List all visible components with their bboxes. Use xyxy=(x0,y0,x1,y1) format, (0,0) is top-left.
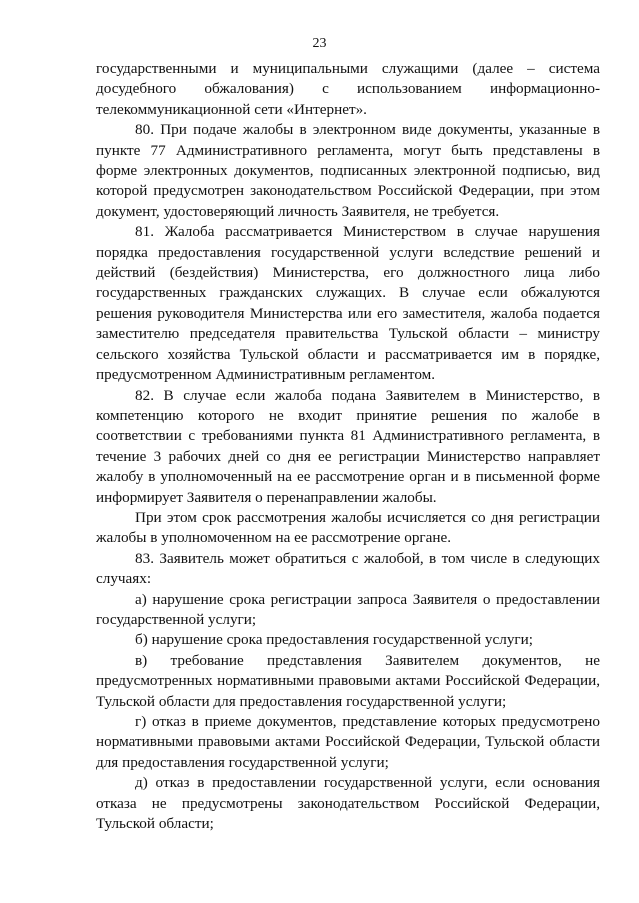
document-body xyxy=(96,59,600,834)
list-item-b: б) нарушение срока предоставления государственной услуги; xyxy=(135,631,533,649)
paragraph-82-term: При этом срок рассмотрения жалобы исчисляется со дня регистрации жалобы в уполномоченном на ее рассмотрение органе. xyxy=(96,508,600,547)
paragraph-80: 80. При подаче жалобы в электронном виде документы, указанные в пункте 77 Административного регламента, могут быть представлены в форме электронных документов, подписанных электронной подписью, вид которой предусмотрен законодательством Российской Федерации, при этом документ, удостоверяющий личность Заявителя, не требуется. xyxy=(96,121,600,220)
paragraph-continuation: государственными и муниципальными служащими (далее – система досудебного обжалования) с использованием информационно-телекоммуникационной сети «Интернет». xyxy=(96,60,600,118)
paragraph-81: 81. Жалоба рассматривается Министерством в случае нарушения порядка предоставления государственной услуги вследствие решений и действий (бездействия) Министерства, его должностного лица либо государственных гражданских служащих. В случае если обжалуются решения руководителя Министерства или его заместителя, жалоба подается заместителю председателя правительства Тульской области – министру сельского хозяйства Тульской области и рассматривается им в порядке, предусмотренном Административным регламентом. xyxy=(96,223,600,384)
list-item-a: а) нарушение срока регистрации запроса Заявителя о предоставлении государственной услуги; xyxy=(96,590,600,628)
list-item-g: г) отказ в приеме документов, представление которых предусмотрено нормативными правовыми актами Российской Федерации, Тульской области для предоставления государственной услуги; xyxy=(96,713,600,771)
list-item-d: д) отказ в предоставлении государственной услуги, если основания отказа не предусмотрены законодательством Российской Федерации, Тульской области; xyxy=(96,774,600,833)
list-item-v: в) требование представления Заявителем документов, не предусмотренных нормативными правовыми актами Российской Федерации, Тульской области для предоставления государственной услуги; xyxy=(96,651,600,710)
paragraph-83: 83. Заявитель может обратиться с жалобой, в том числе в следующих случаях: xyxy=(96,549,600,588)
page-number: 23 xyxy=(312,36,327,51)
paragraph-82: 82. В случае если жалоба подана Заявителем в Министерство, в компетенцию которого не входит принятие решения по жалобе в соответствии с требованиями пункта 81 Административного регламента, в течение 3 рабочих дней со дня ее регистрации Министерство направляет жалобу в уполномоченный на ее рассмотрение орган и в письменной форме информирует Заявителя о перенаправлении жалобы. xyxy=(96,386,600,506)
